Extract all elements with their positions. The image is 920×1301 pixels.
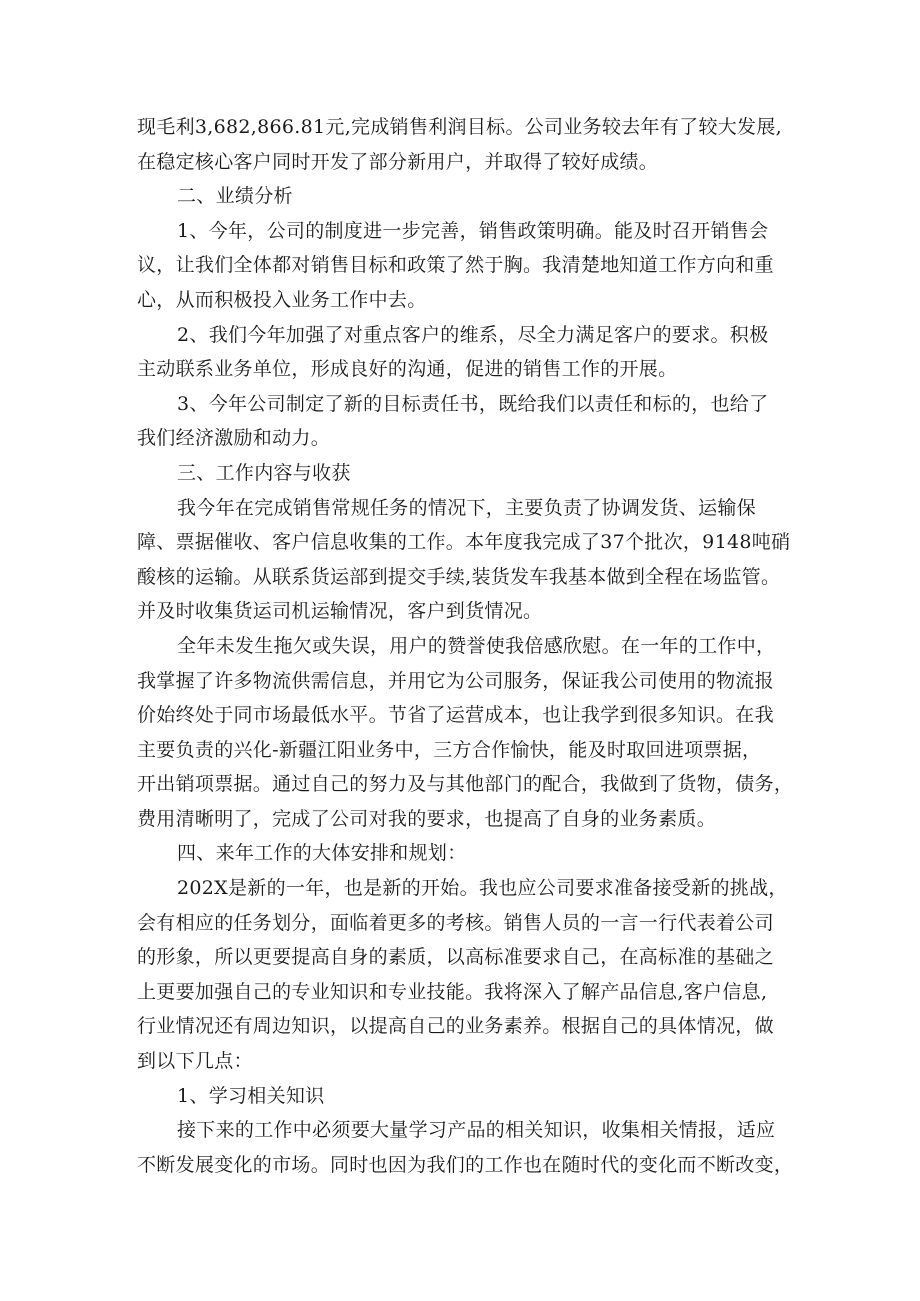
text-line: 现毛利3,682,866.81元,完成销售利润目标。公司业务较去年有了较大发展, <box>137 116 782 138</box>
text-line: 障、票据催收、客户信息收集的工作。本年度我完成了37个批次，9148吨硝 <box>137 531 791 554</box>
paragraph <box>137 318 797 387</box>
paragraph <box>137 179 797 214</box>
text-line: 开出销项票据。通过自己的努力及与其他部门的配合，我做到了货物，债务， <box>137 773 794 796</box>
text-line: 二、业绩分析 <box>177 185 293 208</box>
text-line: 我今年在完成销售常规任务的情况下，主要负责了协调发货、运输保 <box>177 496 757 519</box>
paragraph <box>137 456 797 491</box>
text-line: 三、工作内容与收获 <box>177 461 351 484</box>
text-line: 费用清晰明了，完成了公司对我的要求，也提高了自身的业务素质。 <box>137 807 717 830</box>
text-line: 的形象，所以更要提高自身的素质，以高标准要求自己，在高标准的基础之 <box>137 946 774 969</box>
text-line: 价始终处于同市场最低水平。节省了运营成本，也让我学到很多知识。在我 <box>137 704 774 727</box>
document-page <box>137 110 797 1182</box>
text-line: 1、今年，公司的制度进一步完善，销售政策明确。能及时召开销售会 <box>177 219 769 242</box>
text-line: 会有相应的任务划分，面临着更多的考核。销售人员的一言一行代表着公司 <box>137 911 774 934</box>
text-line: 心，从而积极投入业务工作中去。 <box>137 288 427 311</box>
paragraph <box>137 214 797 318</box>
text-line: 在稳定核心客户同时开发了部分新用户，并取得了较好成绩。 <box>137 150 659 173</box>
text-line: 酸核的运输。从联系货运部到提交手续,装货发车我基本做到全程在场监管。 <box>137 565 781 588</box>
text-line: 到以下几点： <box>137 1050 253 1073</box>
text-line: 上更要加强自己的专业知识和专业技能。我将深入了解产品信息,客户信息, <box>137 980 768 1003</box>
paragraph <box>137 629 797 837</box>
text-line: 主动联系业务单位，形成良好的沟通，促进的销售工作的开展。 <box>137 358 678 381</box>
text-line: 1、学习相关知识 <box>177 1084 325 1107</box>
paragraph <box>137 871 797 1079</box>
text-line: 行业情况还有周边知识，以提高自己的业务素养。根据自己的具体情况，做 <box>137 1015 774 1038</box>
paragraph <box>137 110 797 179</box>
paragraph <box>137 836 797 871</box>
text-line: 不断发展变化的市场。同时也因为我们的工作也在随时代的变化而不断改变， <box>137 1153 794 1176</box>
text-line: 我掌握了许多物流供需信息，并用它为公司服务，保证我公司使用的物流报 <box>137 669 774 692</box>
paragraph <box>137 1079 797 1114</box>
text-line: 我们经济激励和动力。 <box>137 427 331 450</box>
paragraph <box>137 1113 797 1182</box>
text-line: 主要负责的兴化-新疆江阳业务中，三方合作愉快，能及时取回进项票据， <box>137 738 762 761</box>
text-line: 并及时收集货运司机运输情况，客户到货情况。 <box>137 600 543 623</box>
text-line: 四、来年工作的大体安排和规划： <box>177 842 467 865</box>
text-line: 议，让我们全体都对销售目标和政策了然于胸。我清楚地知道工作方向和重 <box>137 254 774 277</box>
text-line: 202X是新的一年，也是新的开始。我也应公司要求准备接受新的挑战， <box>177 877 788 900</box>
text-line: 接下来的工作中必须要大量学习产品的相关知识，收集相关情报，适应 <box>177 1119 776 1142</box>
text-line: 3、今年公司制定了新的目标责任书，既给我们以责任和标的，也给了 <box>177 392 769 415</box>
paragraph <box>137 491 797 629</box>
text-line: 全年未发生拖欠或失误，用户的赞誉使我倍感欣慰。在一年的工作中， <box>177 634 776 657</box>
text-line: 2、我们今年加强了对重点客户的维系，尽全力满足客户的要求。积极 <box>177 323 769 346</box>
paragraph <box>137 387 797 456</box>
